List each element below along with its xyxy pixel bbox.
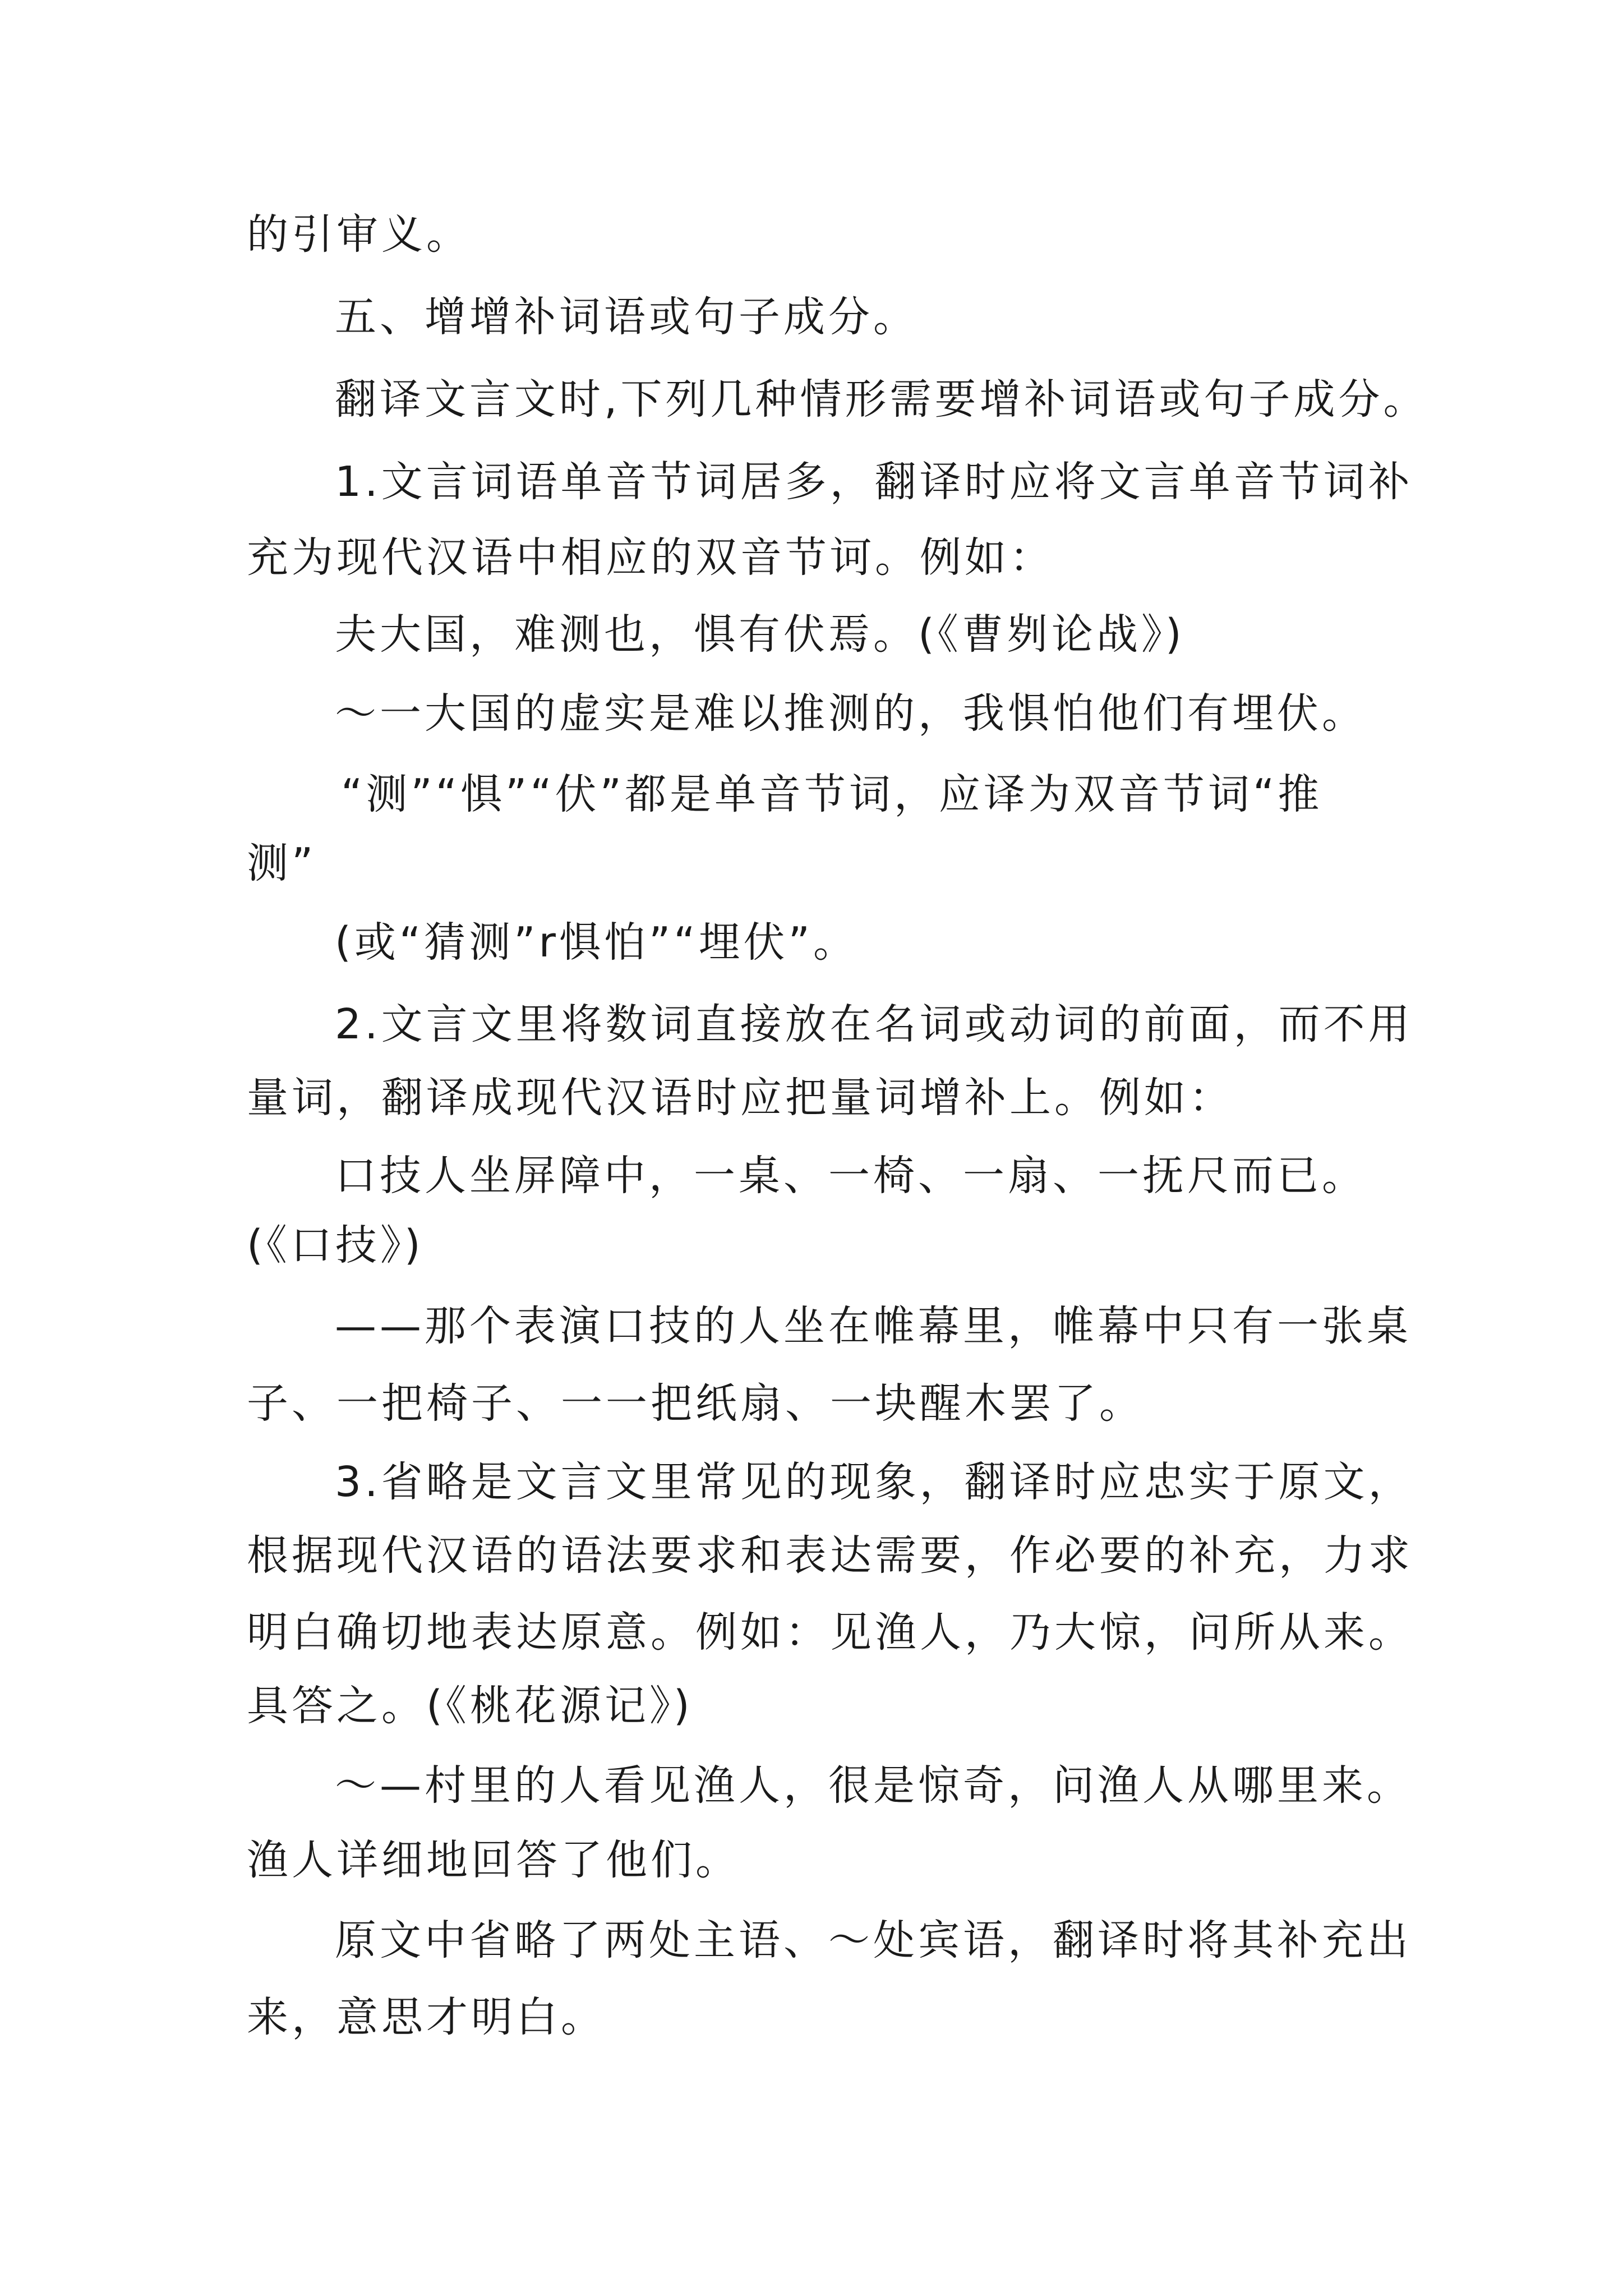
text-line: 翻译文言文时,下列几种情形需要增补词语或句子成分。 [335,375,1428,424]
translation-line: ——那个表演口技的人坐在帷幕里，帷幕中只有一张桌 [335,1302,1412,1350]
text-line: 来，意思才明白。 [247,1993,606,2041]
text-line: 具答之。(《桃花源记》) [247,1682,693,1730]
text-line: 子、一把椅子、一一把纸扇、一块醒木罢了。 [247,1379,1144,1428]
text-line: 明白确切地表达原意。例如：见渔人，乃大惊，问所从来。 [247,1608,1413,1657]
text-line: (或“猜测”r惧怕”“埋伏”。 [335,918,858,967]
text-line: 1.文言词语单音节词居多，翻译时应将文言单音节词补 [335,458,1413,506]
text-line: 充为现代汉语中相应的双音节诃。例如： [247,533,1054,582]
text-line: 量词，翻译成现代汉语时应把量词增补上。例如： [247,1074,1234,1122]
translation-line: 〜一大国的虚实是难以推测的，我惧怕他们有埋伏。 [335,689,1367,738]
text-line: 渔人详细地回答了他们。 [247,1836,740,1884]
text-line: 原文中省略了两处主语、〜处宾语，翻译时将其补充出 [335,1916,1412,1964]
example-line: 口技人坐屏障中，一桌、一椅、一扇、一抚尺而已。 [335,1152,1367,1200]
text-line: (《口技》) [247,1221,424,1269]
text-line: 测” [247,839,317,887]
section-heading: 五、增增补词语或句子成分。 [335,293,918,341]
translation-line: 〜—村里的人看见渔人，很是惊奇，问渔人从哪里来。 [335,1761,1412,1810]
text-line: 根据现代汉语的语法要求和表达需要，作必要的补充，力求 [247,1531,1413,1580]
text-line: 2.文言文里将数词直接放在名词或动词的前面，而不用 [335,1000,1413,1048]
text-line: “测”“惧”“伏”都是单音节词，应译为双音节词“推 [341,770,1323,818]
example-line: 夫大国，难测也，惧有伏焉。(《曹刿论战》) [335,610,1185,659]
text-line: 的引审义。 [247,210,471,259]
text-line: 3.省略是文言文里常见的现象，翻译时应忠实于原文， [335,1458,1413,1506]
